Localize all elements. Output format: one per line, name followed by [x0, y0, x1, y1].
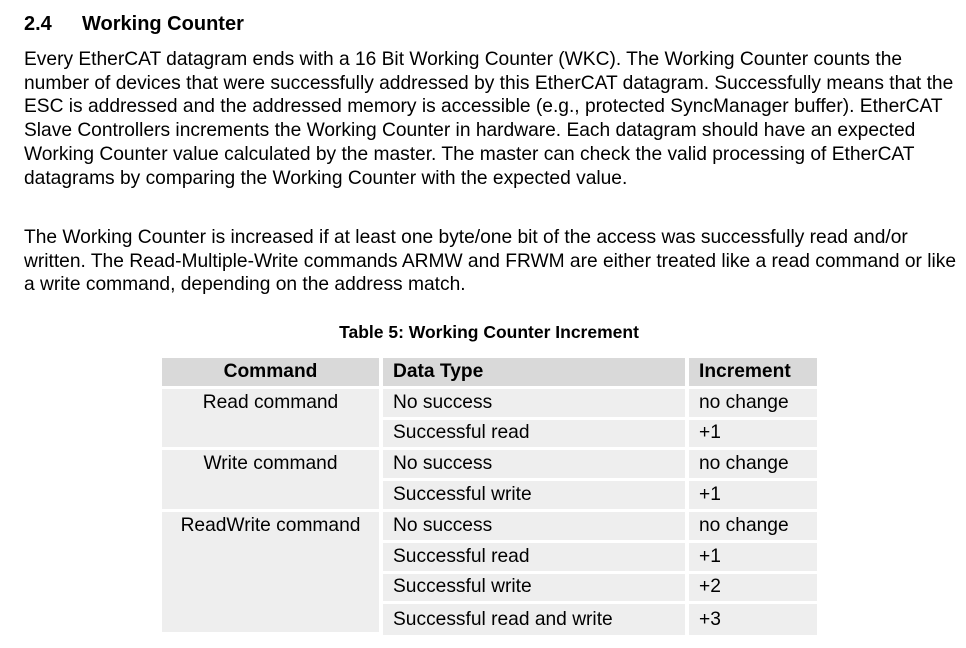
data-type-cell: Successful read: [379, 420, 685, 451]
increment-cell: +1: [685, 481, 817, 512]
increment-cell: no change: [685, 450, 817, 481]
header-command: Command: [162, 358, 379, 389]
section-title: Working Counter: [82, 13, 244, 35]
command-cell: Write command: [162, 450, 379, 512]
increment-cell: +1: [685, 420, 817, 451]
increment-cell: +1: [685, 543, 817, 574]
working-counter-table: [162, 358, 817, 635]
table-header-row: [162, 358, 817, 389]
command-cell: ReadWrite command: [162, 512, 379, 635]
increment-cell: no change: [685, 389, 817, 420]
data-type-cell: No success: [379, 450, 685, 481]
data-type-cell: Successful write: [379, 574, 685, 605]
table-row: [162, 450, 817, 481]
section-number: 2.4: [24, 13, 52, 35]
increment-cell: +2: [685, 574, 817, 605]
table-row: [162, 389, 817, 420]
data-type-cell: No success: [379, 512, 685, 543]
data-type-cell: Successful write: [379, 481, 685, 512]
paragraph-increment-rules: The Working Counter is increased if at least one byte/one bit of the access was successfully read and/or written. The Read-Multiple-Write commands ARMW and FRWM are either treated like a read command or like a write command, depending on the address match.: [24, 227, 956, 296]
increment-cell: +3: [685, 604, 817, 635]
table-row: [162, 512, 817, 543]
data-type-cell: Successful read: [379, 543, 685, 574]
header-increment: Increment: [685, 358, 817, 389]
command-cell: Read command: [162, 389, 379, 451]
data-type-cell: No success: [379, 389, 685, 420]
data-type-cell: Successful read and write: [379, 604, 685, 635]
paragraph-intro: Every EtherCAT datagram ends with a 16 Bit Working Counter (WKC). The Working Counter counts the number of devices that were successfully addressed by this EtherCAT datagram. Successfully means that the ESC is addressed and the addressed memory is accessible (e.g., protected SyncManager buffer). EtherCAT Slave Controllers increments the Working Counter in hardware. Each datagram should have an expected Working Counter value calculated by the master. The master can check the valid processing of EtherCAT datagrams by comparing the Working Counter with the expected value.: [24, 49, 954, 189]
table-caption: Table 5: Working Counter Increment: [339, 322, 639, 342]
increment-cell: no change: [685, 512, 817, 543]
header-data-type: Data Type: [379, 358, 685, 389]
section-heading: [24, 12, 244, 36]
